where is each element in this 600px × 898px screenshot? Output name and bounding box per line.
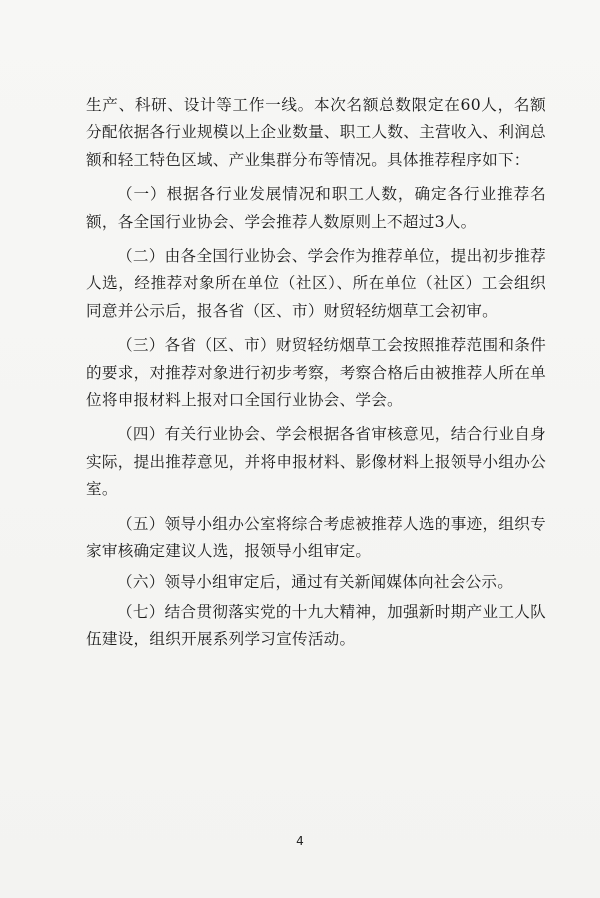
paragraph-step-6: （六）领导小组审定后，通过有关新闻媒体向社会公示。 — [117, 572, 514, 591]
paragraph-intro: 生产、科研、设计等工作一线。本次名额总数限定在60人，名额分配依据各行业规模以上企业数量、职工人数、主营收入、利润总额和轻工特色区域、产业集群分布等情况。具体推荐程序如下： — [86, 96, 546, 169]
paragraph-step-4: （四）有关行业协会、学会根据各省审核意见，结合行业自身实际，提出推荐意见，并将申报材料、影像材料上报领导小组办公室。 — [86, 425, 546, 499]
paragraph-step-2: （二）由各全国行业协会、学会作为推荐单位，提出初步推荐人选，经推荐对象所在单位（社区）、所在单位（社区）工会组织同意并公示后，报各省（区、市）财贸轻纺烟草工会初审。 — [86, 247, 546, 320]
page-number: 4 — [296, 834, 304, 848]
paragraph-step-3: （三）各省（区、市）财贸轻纺烟草工会按照推荐范围和条件的要求，对推荐对象进行初步考察，考察合格后由被推荐人所在单位将申报材料上报对口全国行业协会、学会。 — [86, 336, 546, 410]
document-body — [86, 92, 546, 654]
paragraph-step-7: （七）结合贯彻落实党的十九大精神，加强新时期产业工人队伍建设，组织开展系列学习宣传活动。 — [86, 602, 546, 649]
paragraph-step-1: （一）根据各行业发展情况和职工人数，确定各行业推荐名额，各全国行业协会、学会推荐人数原则上不超过3人。 — [86, 185, 546, 231]
paragraph-step-5: （五）领导小组办公室将综合考虑被推荐人选的事迹，组织专家审核确定建议人选，报领导小组审定。 — [86, 514, 546, 561]
